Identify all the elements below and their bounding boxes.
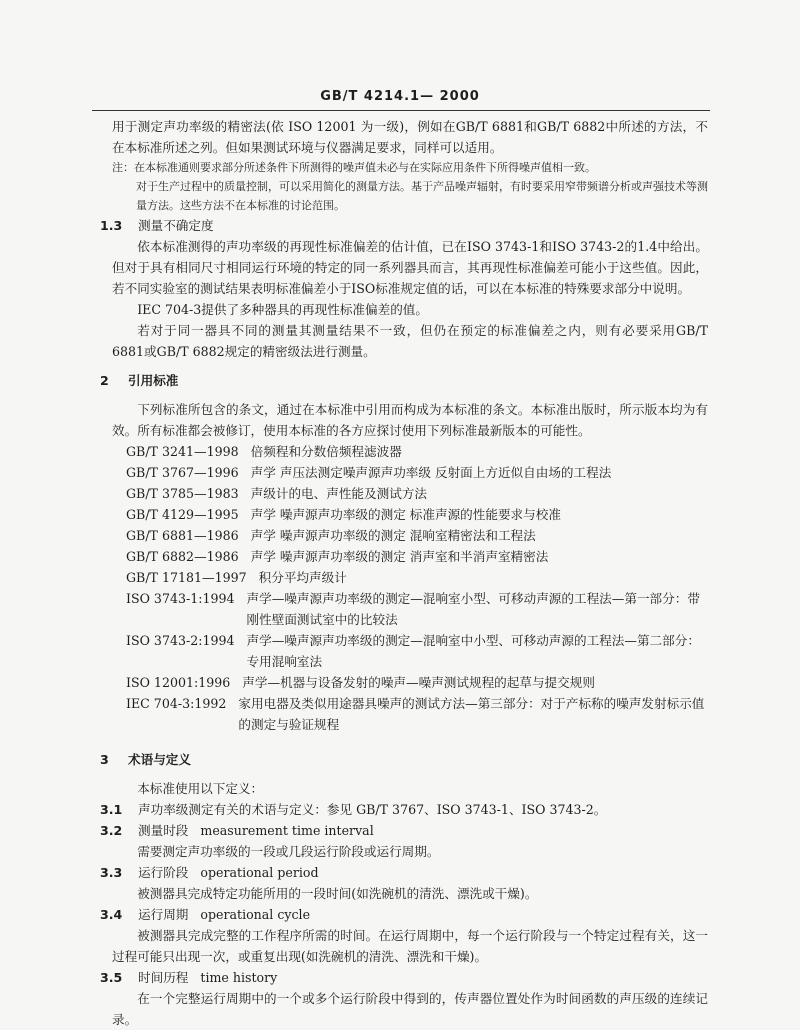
reference-item [126,567,708,588]
reference-item [126,672,708,693]
section-2-heading [100,370,708,391]
definition-number: 3.2 [100,823,123,838]
reference-title: 声级计的电、声性能及测试方法 [250,486,427,501]
page-content [100,116,708,1030]
section-2-intro: 下列标准所包含的条文，通过在本标准中引用而构成为本标准的条文。本标准出版时，所示版本均为有效。所有标准都会被修订，使用本标准的各方应探讨使用下列标准最新版本的可能性。 [112,402,708,438]
reference-code: ISO 3743-1:1994 [126,591,235,606]
definition-term: 运行阶段 [138,865,189,880]
normative-references-list [112,441,708,735]
definition-3-1 [100,799,708,820]
reference-item [126,441,708,462]
reference-code: GB/T 17181—1997 [126,570,247,585]
section-number: 3 [100,752,109,767]
definition-3-4-heading [100,904,708,925]
section-title: 测量不确定度 [138,218,214,233]
section-1-3-para-2: IEC 704-3提供了多种器具的再现性标准偏差的值。 [137,302,428,317]
section-title: 引用标准 [128,373,179,388]
section-number: 2 [100,373,109,388]
reference-code: GB/T 6882—1986 [126,549,239,564]
definition-number: 3.3 [100,865,123,880]
intro-note-2: 对于生产过程中的质量控制，可以采用简化的测量方法。基于产品噪声辐射，有时要采用窄带频谱分析或声强技术等测量方法。这些方法不在本标准的讨论范围。 [136,180,708,212]
reference-item [126,546,708,567]
definition-3-5-heading [100,967,708,988]
definition-number: 3.5 [100,970,123,985]
reference-item [126,483,708,504]
reference-item [126,588,708,630]
definition-number: 3.4 [100,907,123,922]
reference-title: 声学 噪声源声功率级的测定 标准声源的性能要求与校准 [250,507,561,522]
definition-text: 声功率级测定有关的术语与定义：参见 GB/T 3767、ISO 3743-1、ISO 3743-2。 [138,802,607,817]
section-1-3-para-1: 依本标准测得的声功率级的再现性标准偏差的估计值，已在ISO 3743-1和ISO 3743-2的1.4中给出。但对于具有相同尺寸相同运行环境的特定的同一系列器具而言，其再现性标准偏差可能小于这些值。因此，若不同实验室的测试结果表明标准偏差小于ISO标准规定值的话，可以在本标准的特殊要求部分中说明。 [112,239,708,296]
reference-item [126,462,708,483]
definition-3-5-text: 在一个完整运行周期中的一个或多个运行阶段中得到的，传声器位置处作为时间函数的声压级的连续记录。 [112,991,708,1027]
definition-3-2-heading [100,820,708,841]
reference-title: 声学—噪声源声功率级的测定—混响室小型、可移动声源的工程法—第一部分：带刚性壁面测试室中的比较法 [246,591,700,627]
section-3-heading [100,749,708,770]
reference-code: GB/T 3785—1983 [126,486,239,501]
definition-3-3-heading [100,862,708,883]
reference-title: 声学 噪声源声功率级的测定 消声室和半消声室精密法 [250,549,549,564]
definition-3-2-text: 需要测定声功率级的一段或几段运行阶段或运行周期。 [137,844,440,859]
reference-code: GB/T 3767—1996 [126,465,239,480]
section-number: 1.3 [100,218,123,233]
reference-item [126,525,708,546]
intro-paragraph: 用于测定声功率级的精密法(依 ISO 12001 为一级)，例如在GB/T 6881和GB/T 6882中所述的方法，不在本标准所述之列。但如果测试环境与仪器满足要求，同样可以适用。 [112,119,708,155]
reference-code: GB/T 3241—1998 [126,444,239,459]
definition-term: 运行周期 [138,907,189,922]
definition-3-4-text: 被测器具完成完整的工作程序所需的时间。在运行周期中，每一个运行阶段与一个特定过程有关，这一过程可能只出现一次，或重复出现(如洗碗机的清洗、漂洗和干燥)。 [112,928,708,964]
definition-3-3-text: 被测器具完成特定功能所用的一段时间(如洗碗机的清洗、漂洗或干燥)。 [137,886,538,901]
definition-term-en: time history [200,970,278,985]
header-rule [92,110,710,111]
section-1-3-heading [100,215,708,236]
reference-title: 声学—机器与设备发射的噪声—噪声测试规程的起草与提交规则 [242,675,595,690]
section-title: 术语与定义 [128,752,191,767]
intro-note-1: 注：在本标准通则要求部分所述条件下所测得的噪声值未必与在实际应用条件下所得噪声值相一致。 [112,161,596,174]
definition-term-en: operational period [200,865,319,880]
reference-item [126,693,708,735]
section-3-intro: 本标准使用以下定义： [137,781,264,796]
reference-title: 积分平均声级计 [258,570,347,585]
reference-code: ISO 3743-2:1994 [126,633,235,648]
reference-code: GB/T 4129—1995 [126,507,239,522]
reference-item [126,504,708,525]
reference-title: 声学—噪声源声功率级的测定—混响室中小型、可移动声源的工程法—第二部分：专用混响室法 [246,633,700,669]
page-header-code: GB/T 4214.1— 2000 [320,89,480,104]
definition-term-en: measurement time interval [200,823,374,838]
reference-title: 声学 噪声源声功率级的测定 混响室精密法和工程法 [250,528,536,543]
definition-term-en: operational cycle [200,907,311,922]
section-1-3-para-3: 若对于同一器具不同的测量其测量结果不一致，但仍在预定的标准偏差之内，则有必要采用GB/T 6881或GB/T 6882规定的精密级法进行测量。 [112,323,708,359]
reference-code: GB/T 6881—1986 [126,528,239,543]
reference-code: IEC 704-3:1992 [126,696,227,711]
definition-number: 3.1 [100,802,123,817]
reference-title: 家用电器及类似用途器具噪声的测试方法—第三部分：对于产标称的噪声发射标示值的测定与验证规程 [238,696,705,732]
reference-item [126,630,708,672]
reference-title: 声学 声压法测定噪声源声功率级 反射面上方近似自由场的工程法 [250,465,612,480]
definition-term: 时间历程 [138,970,189,985]
reference-title: 倍频程和分数倍频程滤波器 [250,444,402,459]
reference-code: ISO 12001:1996 [126,675,231,690]
definition-term: 测量时段 [138,823,189,838]
